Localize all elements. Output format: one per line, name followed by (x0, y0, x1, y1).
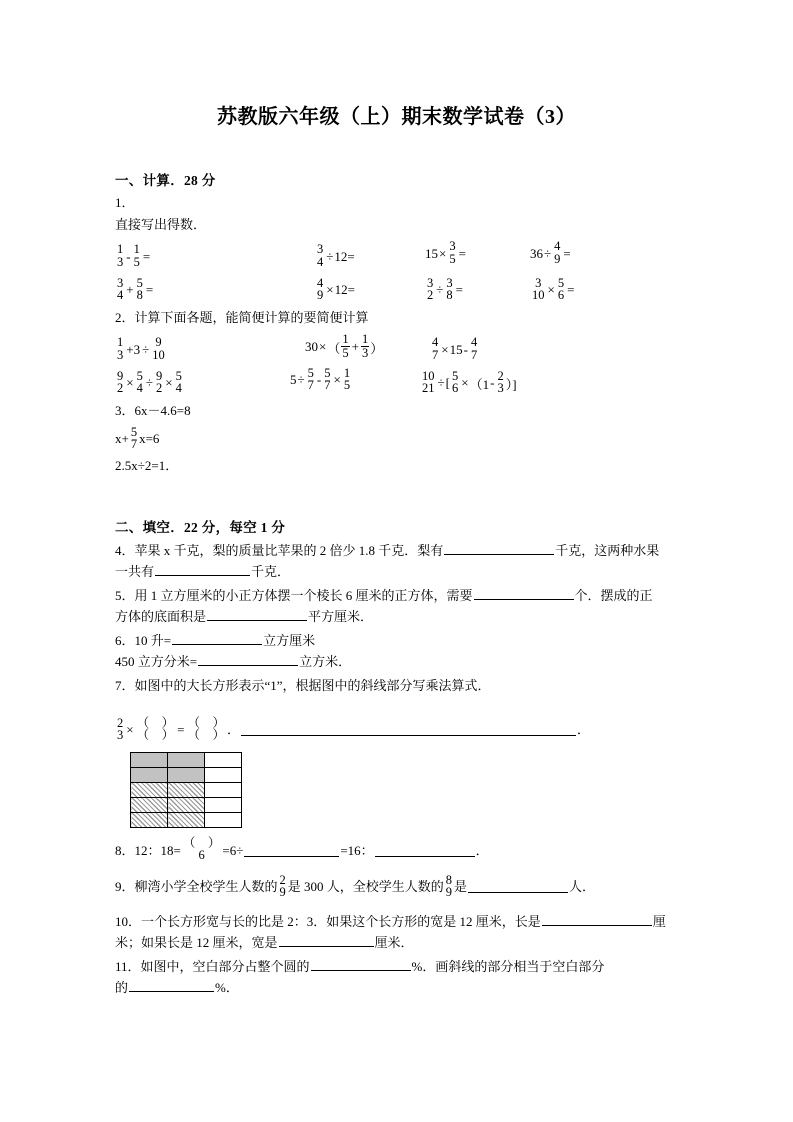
calc-item (115, 241, 315, 269)
fraction-1-5 (133, 243, 141, 268)
numerator: 3 (449, 239, 456, 254)
numerator: 3 (446, 275, 453, 290)
numerator: 5 (307, 365, 314, 380)
equals-operator: = (177, 721, 185, 737)
denominator: 8 (136, 288, 143, 303)
calc-item (430, 334, 479, 362)
answer-blank-q5-2[interactable] (207, 608, 307, 621)
question-8-text-2: =6÷ (222, 842, 244, 858)
answer-blank-q8-1[interactable] (244, 844, 339, 857)
fraction-blank-1[interactable] (136, 717, 176, 742)
operator: + (351, 339, 359, 355)
fraction-2-3 (496, 370, 504, 395)
fraction-1-5 (341, 333, 349, 359)
expr-1-1 (115, 244, 151, 269)
grid-cell-hatch (168, 813, 205, 828)
operand-text: 5 (290, 372, 297, 388)
question-8-text-1: 8．12：18= (115, 842, 181, 858)
denominator: 4 (317, 254, 324, 269)
grid-row (131, 753, 242, 768)
numerator: 3 (535, 275, 542, 290)
denominator: 6 (557, 288, 565, 303)
grid-cell-solid (168, 768, 205, 783)
operator: +3 (126, 341, 141, 357)
calc-item (315, 241, 425, 269)
operand-text: 30 (305, 339, 318, 355)
numerator: 3 (427, 275, 434, 290)
numerator: 4 (432, 335, 439, 350)
question-8 (115, 838, 678, 863)
expr-4-3 (420, 368, 517, 396)
numerator: 2 (279, 872, 286, 887)
section-heading-calculation: 一、计算．28 分 (115, 173, 216, 188)
numerator: 1 (133, 242, 140, 257)
numerator: 5 (175, 368, 182, 383)
numerator: 4 (317, 275, 324, 290)
operand-text: ）] (505, 376, 517, 392)
question-6 (115, 630, 678, 672)
operator: × (333, 372, 341, 388)
eq2-suffix: x=6 (139, 430, 160, 446)
operand-text: （ (327, 340, 341, 356)
denominator: 5 (343, 378, 351, 393)
numerator: 9 (155, 335, 162, 350)
denominator-blank[interactable]: （ ） (136, 727, 175, 742)
calc-item (425, 275, 530, 303)
denominator: 7 (130, 436, 138, 451)
operator: × (326, 282, 334, 298)
operator: - (126, 248, 131, 264)
operator: × (126, 375, 134, 391)
fraction-4-9 (316, 277, 324, 302)
operator: ÷ (436, 282, 444, 298)
denominator: 5 (342, 345, 349, 360)
calc-item (530, 241, 572, 266)
question-3-equation-2 (115, 424, 678, 452)
fraction-5-7 (323, 367, 331, 392)
question-1-row-2 (115, 275, 678, 303)
question-10-text-3: 米；如果长是 12 厘米，宽是 (115, 935, 278, 951)
denominator: 3 (361, 345, 369, 360)
operator: × (441, 341, 449, 357)
denominator: 8 (446, 288, 453, 303)
question-7-prompt: 7．如图中的大长方形表示“1”，根据图中的斜线部分写乘法算式． (115, 678, 491, 694)
operand-text: 36 (530, 245, 543, 261)
question-4 (115, 540, 678, 582)
expr-4-2 (290, 365, 352, 393)
grid-cell-hatch (131, 798, 168, 813)
answer-blank-q10-1[interactable] (542, 913, 652, 926)
section-heading-fill-blank: 二、填空．22 分，每空 1 分 (115, 520, 286, 536)
numerator-blank[interactable]: （ ） (182, 836, 221, 851)
grid-row (131, 798, 242, 813)
grid-cell-hatch (168, 798, 205, 813)
grid-cell-blank (205, 798, 242, 813)
fraction-2-3 (116, 717, 124, 742)
question-2-prompt: 2．计算下面各题，能简便计算的要简便计算 (115, 310, 369, 326)
denominator: 2 (117, 381, 124, 396)
answer-blank-q11-1[interactable] (311, 958, 411, 971)
operator: ÷ (544, 245, 552, 261)
numerator: 5 (136, 275, 143, 290)
numerator-blank[interactable]: （ ） (187, 715, 225, 730)
answer-blank-q9[interactable] (468, 880, 568, 893)
grid-cell-blank (205, 753, 242, 768)
numerator: 3 (317, 242, 324, 257)
denominator: 10 (532, 288, 545, 303)
calc-item (425, 241, 530, 266)
operator: + (126, 282, 134, 298)
question-10-text-1: 10．一个长方形宽与长的比是 2：3．如果这个长方形的宽是 12 厘米，长是 (115, 914, 541, 930)
calc-item (420, 368, 517, 396)
operator: × (165, 375, 173, 391)
operator: × (319, 339, 327, 355)
operand-text: （1 (469, 376, 490, 392)
equation-text-1: 6x－4.6=8 (134, 403, 191, 419)
fraction-4-7 (470, 336, 478, 361)
denominator: 9 (317, 288, 324, 303)
grid-cell-blank (205, 813, 242, 828)
question-6-text-3: 450 立方分米= (115, 654, 198, 670)
operator: = (142, 248, 151, 264)
grid-cell-blank (205, 768, 242, 783)
denominator: 5 (133, 254, 140, 269)
question-4-text-1: 4．苹果 x 千克，梨的质量比苹果的 2 倍少 1.8 千克．梨有 (115, 543, 444, 559)
question-2-row-2 (115, 365, 678, 396)
numerator: 1 (117, 242, 124, 257)
page-title: 苏教版六年级（上）期末数学试卷（3） (217, 106, 576, 128)
question-4-text-2: 千克，这两种水果 (555, 543, 660, 559)
expr-2-2 (315, 275, 355, 303)
question-5 (115, 585, 678, 627)
denominator: 9 (445, 884, 453, 899)
expr-1-4 (530, 241, 572, 266)
question-2-row-1 (115, 334, 678, 362)
denominator: 3 (117, 347, 124, 362)
answer-blank-q6-2[interactable] (198, 653, 298, 666)
denominator: 5 (449, 251, 456, 266)
question-7-expression-row (115, 714, 678, 743)
question-7-grid-figure (130, 752, 242, 828)
answer-blank-q8-2[interactable] (375, 844, 475, 857)
operator: = (145, 282, 154, 298)
operand-text: 12= (334, 248, 355, 264)
calc-item (290, 365, 420, 393)
period-mark-end: ． (576, 721, 590, 737)
operator: ÷ (142, 341, 150, 357)
question-4-text-4: 千克． (251, 564, 291, 580)
denominator: 7 (324, 378, 331, 393)
fraction-4-7 (431, 336, 439, 361)
denominator: 9 (554, 251, 561, 266)
numerator: 9 (117, 368, 124, 383)
numerator: 3 (117, 275, 124, 290)
question-9-expression (115, 872, 596, 900)
calc-item (115, 368, 290, 396)
expr-1-3 (425, 241, 467, 266)
question-11-text-4: %． (215, 980, 239, 996)
fraction-1-3 (116, 336, 124, 361)
numerator: 5 (130, 424, 138, 439)
question-8-text-4: ． (475, 842, 489, 858)
numerator: 5 (324, 365, 331, 380)
spacer (115, 700, 678, 712)
numerator: 5 (136, 368, 143, 383)
grid-cell-solid (131, 768, 168, 783)
multiply-operator: × (126, 721, 134, 737)
fraction-3-2 (426, 277, 434, 302)
numerator: 8 (445, 872, 453, 887)
expr-4-1 (115, 368, 184, 396)
calc-item (115, 334, 305, 362)
denominator: 7 (470, 347, 478, 362)
denominator: 6 (451, 381, 459, 396)
operator: - (463, 341, 468, 357)
operator: - (316, 372, 322, 388)
answer-blank-q11-2[interactable] (129, 979, 214, 992)
operator: × (461, 375, 469, 391)
calc-item (305, 334, 430, 360)
question-3-equations (115, 401, 678, 476)
question-11 (115, 956, 678, 998)
operator: ÷ (297, 372, 305, 388)
denominator: 4 (136, 381, 143, 396)
numerator: 9 (155, 368, 163, 383)
question-10 (115, 911, 678, 953)
question-5-text-2: 个．摆成的正 (574, 588, 653, 604)
operator: ÷ (437, 375, 445, 391)
fraction-3-4 (316, 243, 324, 268)
grid-cell-blank (205, 783, 242, 798)
calc-item (315, 275, 425, 303)
eq2-prefix: x+ (115, 430, 129, 446)
fraction-blank-2[interactable] (186, 717, 226, 742)
grid-cell-solid (131, 753, 168, 768)
denominator: 7 (307, 378, 314, 393)
operand-text: 15 (425, 245, 438, 261)
question-6-text-2: 立方厘米 (263, 633, 316, 649)
question-11-text-1: 11．如图中，空白部分占整个圆的 (115, 959, 310, 975)
grid-row (131, 783, 242, 798)
denominator-blank[interactable]: （ ） (187, 727, 225, 742)
denominator: 4 (175, 381, 182, 396)
expr-2-1 (115, 275, 154, 303)
question-9-text-2: 是 300 人，全校学生人数的 (287, 879, 444, 895)
grid-cell-hatch (131, 783, 168, 798)
denominator: 2 (155, 381, 163, 396)
denominator: 3 (117, 727, 124, 742)
operator: = (563, 245, 571, 261)
answer-blank-q4-2[interactable] (155, 563, 250, 576)
fraction-9-2 (116, 370, 124, 395)
grid-row (131, 768, 242, 783)
answer-blank-q7-explanation[interactable] (241, 723, 576, 736)
numerator: 1 (117, 335, 124, 350)
operator: × (547, 282, 555, 298)
question-11-text-2: %．画斜线的部分相当于空白部分 (411, 959, 605, 975)
question-4-text-3: 一共有 (115, 564, 155, 580)
fraction-5-7 (307, 367, 315, 392)
spacer (115, 902, 678, 908)
operator: = (455, 282, 463, 298)
fraction-5-6 (557, 277, 565, 302)
answer-blank-q4-1[interactable] (444, 542, 554, 555)
numerator: 4 (470, 335, 478, 350)
fraction-9-2 (155, 370, 163, 395)
expr-3-2 (305, 334, 383, 360)
question-6-text-1: 6．10 升= (115, 633, 172, 649)
numerator: 2 (497, 368, 504, 383)
question-1-row-1 (115, 241, 678, 269)
numerator: 1 (343, 365, 351, 380)
operator: × (439, 245, 447, 261)
operand-text: 15 (449, 341, 463, 357)
fraction-3-5 (448, 240, 456, 265)
operator: ÷ (326, 248, 334, 264)
answer-blank-q10-2[interactable] (279, 934, 374, 947)
fraction-5-8 (136, 277, 144, 302)
grid-cell-solid (168, 753, 205, 768)
grid-cell-hatch (131, 813, 168, 828)
question-10-text-2: 厘 (652, 914, 666, 930)
question-5-text-1: 5．用 1 立方厘米的小正方体摆一个棱长 6 厘米的正方体，需要 (115, 588, 473, 604)
operand-text: [ (445, 375, 450, 391)
period-mark: ． (226, 721, 240, 737)
question-9-text-1: 9．柳湾小学全校学生人数的 (115, 879, 278, 895)
fraction-5-4 (175, 370, 183, 395)
fraction-3-4 (116, 277, 124, 302)
denominator: 6 (198, 848, 205, 863)
question-3-equation-1 (115, 401, 678, 421)
operand-text: ） (370, 340, 384, 356)
fraction-5-4 (136, 370, 144, 395)
fraction-5-7 (130, 426, 138, 451)
question-8-text-3: =16： (340, 842, 374, 858)
denominator: 21 (422, 381, 435, 396)
question-1-number: 1． (115, 195, 135, 210)
fraction-1-3 (361, 333, 369, 359)
question-3-number: 3． (115, 403, 135, 419)
question-11-text-3: 的 (115, 980, 129, 996)
fraction-5-6 (451, 370, 459, 395)
spacer (115, 866, 678, 872)
fraction-3-8 (445, 277, 453, 302)
numerator: 2 (117, 715, 124, 730)
question-6-text-4: 立方米． (299, 654, 352, 670)
answer-blank-q5-1[interactable] (474, 587, 574, 600)
fraction-3-10 (531, 277, 546, 302)
expr-2-3 (425, 275, 464, 303)
grid-cell-hatch (168, 783, 205, 798)
fraction-8-9 (445, 874, 453, 899)
expr-3-1 (115, 337, 167, 362)
question-8-expression (115, 838, 489, 863)
calc-item (530, 275, 575, 303)
question-9 (115, 872, 678, 900)
calc-item (115, 275, 315, 303)
question-1-prompt: 直接写出得数． (115, 217, 207, 233)
denominator: 3 (497, 381, 504, 396)
operand-text: 12= (334, 282, 355, 298)
numerator: 5 (557, 275, 565, 290)
denominator: 10 (152, 347, 165, 362)
numerator: 10 (422, 368, 435, 383)
fraction-9-10 (151, 336, 166, 361)
question-9-text-3: 是 (454, 879, 468, 895)
numerator: 1 (361, 332, 369, 347)
operator: = (458, 245, 466, 261)
question-9-text-4: 人． (569, 879, 596, 895)
denominator: 2 (427, 288, 434, 303)
expr-1-2 (315, 244, 355, 269)
numerator: 4 (554, 239, 561, 254)
fraction-blank-over-6[interactable] (182, 837, 222, 862)
denominator: 9 (279, 884, 286, 899)
numerator: 5 (451, 368, 459, 383)
fraction-10-21 (421, 370, 436, 395)
expr-2-4 (530, 275, 575, 303)
fraction-1-5 (343, 367, 351, 392)
question-10-text-4: 厘米． (374, 935, 414, 951)
question-5-text-4: 平方厘米． (308, 609, 374, 625)
operator: - (490, 375, 495, 391)
fraction-2-9 (279, 874, 287, 899)
numerator-blank[interactable]: （ ） (136, 715, 175, 730)
denominator: 4 (117, 288, 124, 303)
denominator: 7 (432, 347, 439, 362)
equation-text-2 (115, 424, 160, 452)
question-7-expression (115, 715, 590, 743)
denominator: 3 (117, 254, 124, 269)
operator: ÷ (145, 375, 153, 391)
grid-body (131, 753, 242, 828)
expr-3-3 (430, 337, 479, 362)
answer-blank-q6-1[interactable] (172, 632, 262, 645)
question-5-text-3: 方体的底面积是 (115, 609, 207, 625)
fraction-1-3 (116, 243, 124, 268)
grid-row (131, 813, 242, 828)
operator: = (567, 282, 575, 298)
fraction-4-9 (553, 240, 561, 265)
question-3-equation-3: 2.5x÷2=1． (115, 458, 179, 474)
numerator: 1 (342, 332, 349, 347)
